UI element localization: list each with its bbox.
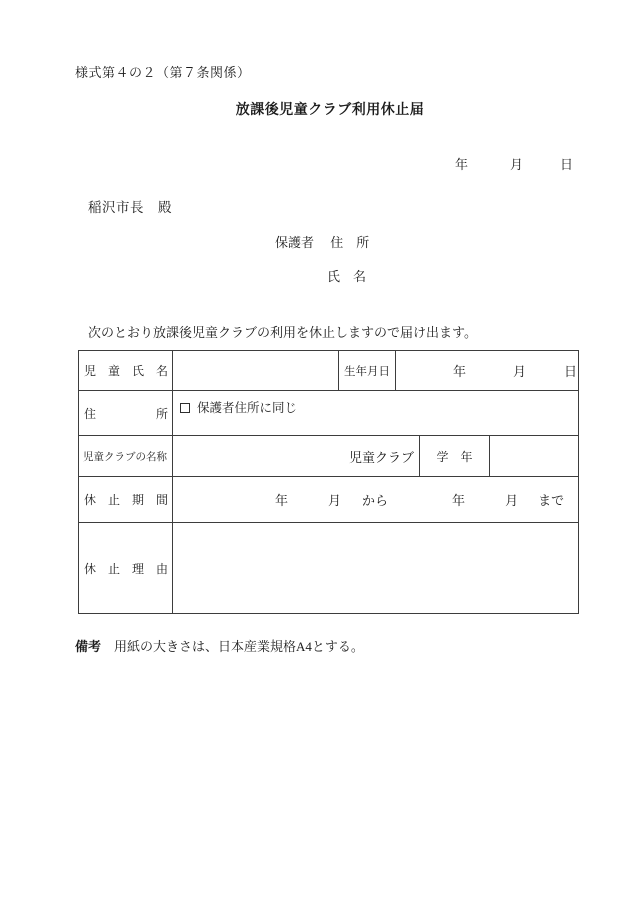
from-label: から <box>362 493 389 508</box>
remarks-prefix-label: 備考 <box>75 639 102 654</box>
year-label: 年 <box>453 364 467 379</box>
suspension-reason-field <box>173 523 579 614</box>
suspension-period-values <box>173 490 578 509</box>
year-label: 年 <box>452 493 466 508</box>
day-label: 日 <box>564 364 578 379</box>
year-label: 年 <box>275 493 289 508</box>
month-label: 月 <box>505 493 519 508</box>
day-label: 日 <box>560 157 574 172</box>
table-row <box>79 477 579 523</box>
same-as-guardian-checkbox <box>180 403 190 413</box>
month-label: 月 <box>328 493 342 508</box>
form-number: 様式第４の２（第７条関係） <box>75 65 251 80</box>
until-label: まで <box>538 493 565 508</box>
club-name-label: 児童クラブの名称 <box>79 436 173 477</box>
remarks-note <box>75 636 364 655</box>
page-title: 放課後児童クラブ利用休止届 <box>235 103 425 118</box>
suspension-reason-label: 休 止 理 由 <box>79 523 173 614</box>
child-name-field <box>173 351 339 391</box>
birth-date-label: 生年月日 <box>339 351 396 391</box>
table-row <box>79 523 579 614</box>
address-field <box>173 391 579 436</box>
address-label: 住 所 <box>79 391 173 436</box>
grade-field <box>490 436 579 477</box>
child-name-label: 児 童 氏 名 <box>79 351 173 391</box>
suspension-period-field <box>173 477 579 523</box>
date-line <box>0 154 630 173</box>
grade-label: 学 年 <box>420 436 490 477</box>
suspension-period-label: 休 止 期 間 <box>79 477 173 523</box>
month-label: 月 <box>510 157 524 172</box>
year-label: 年 <box>455 157 469 172</box>
guardian-name-line <box>327 266 366 285</box>
birth-date-field <box>396 351 579 391</box>
month-label: 月 <box>513 364 527 379</box>
suspension-form-table <box>78 350 579 614</box>
birth-date-values <box>396 361 578 380</box>
club-name-field <box>173 436 420 477</box>
guardian-label: 保護者 <box>275 235 315 250</box>
club-suffix-label: 児童クラブ <box>348 449 414 465</box>
intro-sentence: 次のとおり放課後児童クラブの利用を休止しますので届け出ます。 <box>88 325 477 340</box>
remarks-text: 用紙の大きさは、日本産業規格A4とする。 <box>114 639 364 654</box>
table-row <box>79 391 579 436</box>
table-row <box>79 351 579 391</box>
guardian-name-label: 氏 名 <box>327 269 367 284</box>
checkbox-label: 保護者住所に同じ <box>197 401 298 415</box>
guardian-address-line <box>275 232 369 251</box>
guardian-address-label: 住 所 <box>330 235 370 250</box>
table-row <box>79 436 579 477</box>
addressee: 稲沢市長 殿 <box>88 200 172 215</box>
